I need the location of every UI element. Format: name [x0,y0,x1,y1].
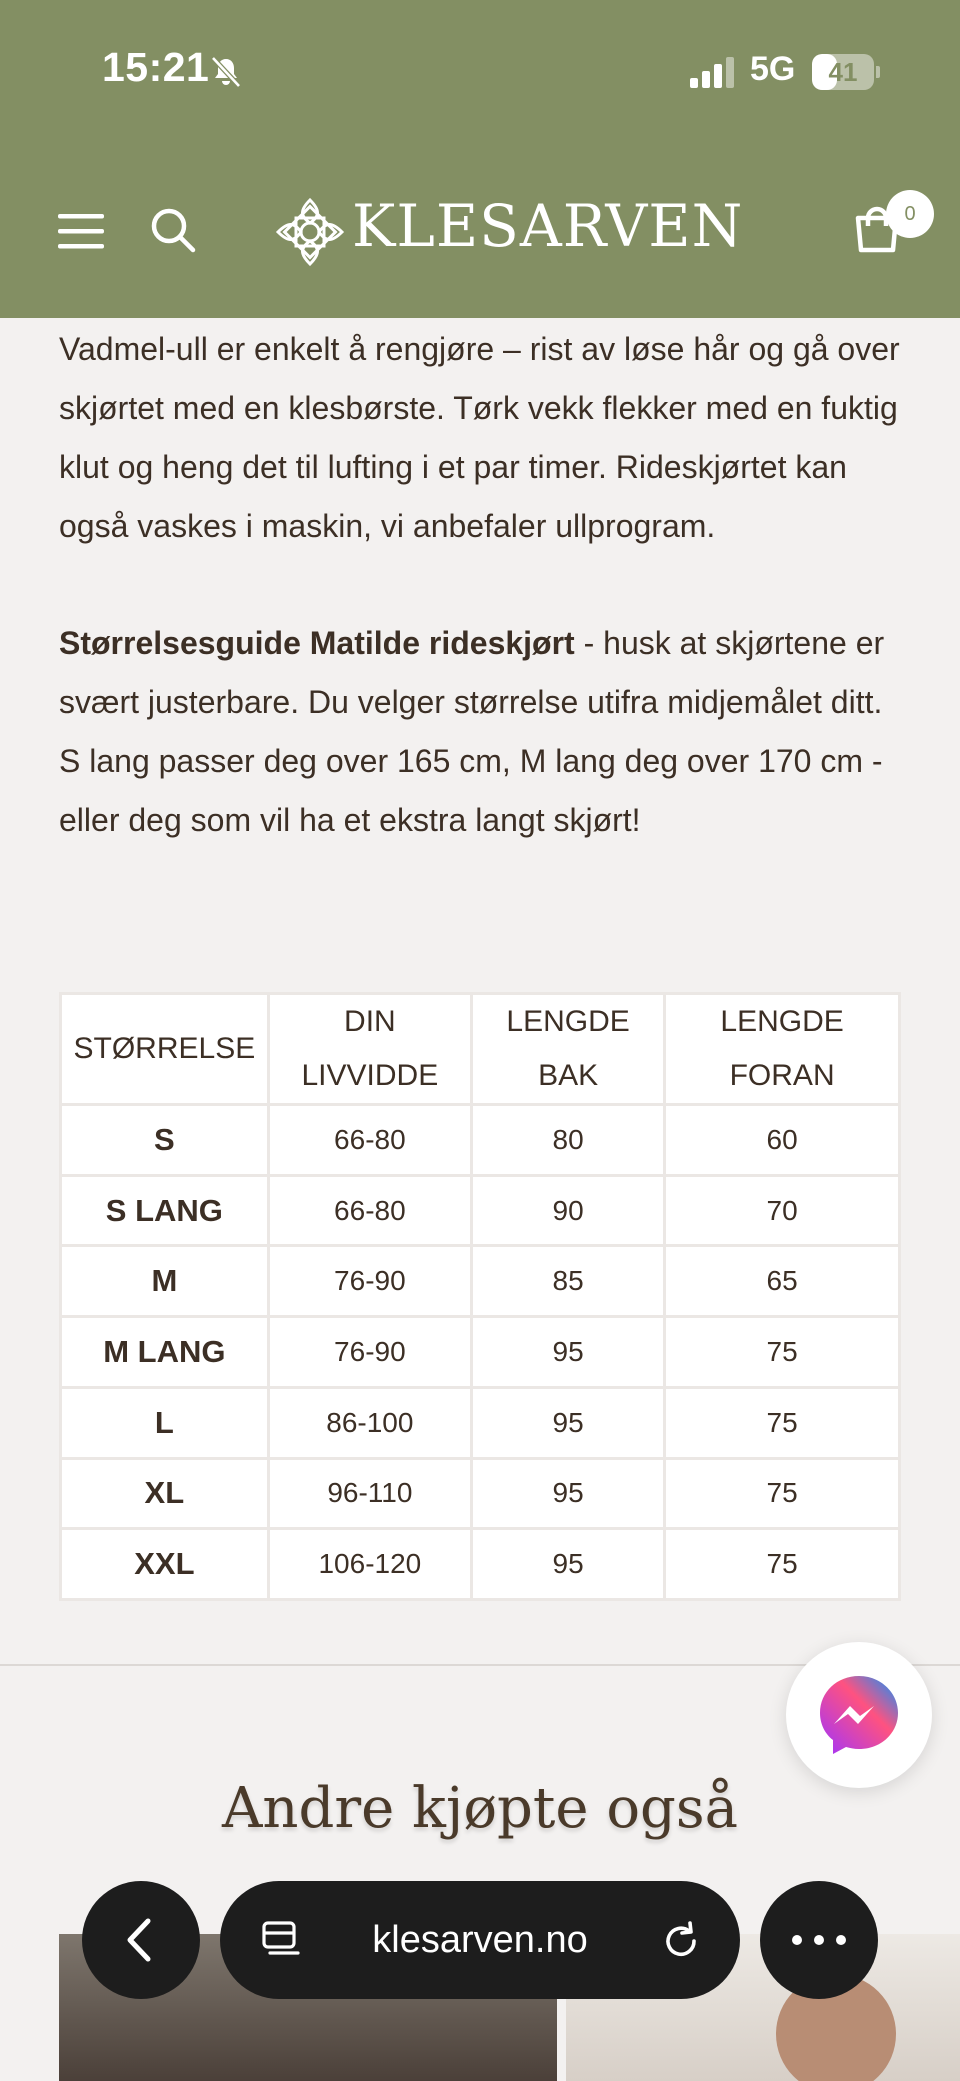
table-cell: 85 [472,1246,665,1317]
search-icon[interactable] [150,207,196,253]
table-cell: 95 [472,1529,665,1600]
brand-logo[interactable] [272,190,744,274]
table-cell: 75 [665,1317,900,1388]
table-cell: 70 [665,1175,900,1246]
size-guide-text: - husk at skjørtene er svært justerbare. Du velger størrelse utifra midjemålet ditt. S lang passer deg over 165 cm, M lang deg over 170 cm - eller deg som vil ha et ekstra langt skjørt! [59,625,885,838]
related-products-title: Andre kjøpte også [221,1776,739,1841]
product-description [59,318,905,850]
reload-icon[interactable] [660,1919,702,1961]
table-cell: 95 [472,1317,665,1388]
table-cell: 66-80 [268,1105,471,1176]
table-row [61,1105,900,1176]
table-cell: 95 [472,1387,665,1458]
battery-text: 41 [828,57,858,87]
table-row [61,1387,900,1458]
table-header-cell: STØRRELSE [61,994,269,1105]
table-row [61,1317,900,1388]
table-row [61,1175,900,1246]
table-header-row [61,994,900,1105]
menu-icon[interactable] [58,212,104,250]
table-cell: L [61,1387,269,1458]
table-header-cell: LENGDE FORAN [665,994,900,1105]
messenger-chat-button[interactable] [786,1642,932,1788]
table-cell: M LANG [61,1317,269,1388]
reader-icon[interactable] [260,1919,302,1961]
table-cell: 65 [665,1246,900,1317]
status-time: 15:21 [102,44,210,90]
table-cell: XXL [61,1529,269,1600]
site-header [0,0,960,318]
back-icon [116,1915,166,1965]
table-cell: 90 [472,1175,665,1246]
table-row [61,1458,900,1529]
size-table [59,992,901,1601]
size-guide-heading: Størrelsesguide Matilde rideskjørt [59,625,575,661]
table-row [61,1246,900,1317]
battery-icon [812,54,880,90]
table-cell: 60 [665,1105,900,1176]
url-text: klesarven.no [372,1919,588,1961]
table-cell: 86-100 [268,1387,471,1458]
bell-muted-icon [208,54,244,90]
table-cell: S [61,1105,269,1176]
messenger-icon [816,1672,902,1758]
logo-knot-icon [272,194,348,270]
table-header-cell: LENGDE BAK [472,994,665,1105]
table-cell: XL [61,1458,269,1529]
back-button[interactable] [82,1881,200,1999]
table-cell: 66-80 [268,1175,471,1246]
address-bar[interactable] [220,1881,740,1999]
table-header-cell: DIN LIVVIDDE [268,994,471,1105]
table-cell: 95 [472,1458,665,1529]
table-cell: 76-90 [268,1317,471,1388]
cart-count-badge: 0 [886,190,934,238]
table-cell: S LANG [61,1175,269,1246]
more-button[interactable] [760,1881,878,1999]
table-cell: M [61,1246,269,1317]
signal-icon [688,56,736,88]
table-cell: 75 [665,1529,900,1600]
table-cell: 76-90 [268,1246,471,1317]
care-paragraph: Vadmel-ull er enkelt å rengjøre – rist av løse hår og gå over skjørtet med en klesbørste. Tørk vekk flekker med en fuktig klut og heng det til lufting i et par timer. Rideskjørtet kan også vaskes i maskin, vi anbefaler ullprogram. [59,331,900,544]
table-cell: 96-110 [268,1458,471,1529]
table-cell: 75 [665,1458,900,1529]
table-cell: 75 [665,1387,900,1458]
brand-name: KLESARVEN [352,192,744,260]
table-cell: 106-120 [268,1529,471,1600]
table-row [61,1529,900,1600]
network-label: 5G [750,50,796,88]
size-guide-paragraph [59,614,905,850]
more-icon [789,1930,849,1950]
table-cell: 80 [472,1105,665,1176]
